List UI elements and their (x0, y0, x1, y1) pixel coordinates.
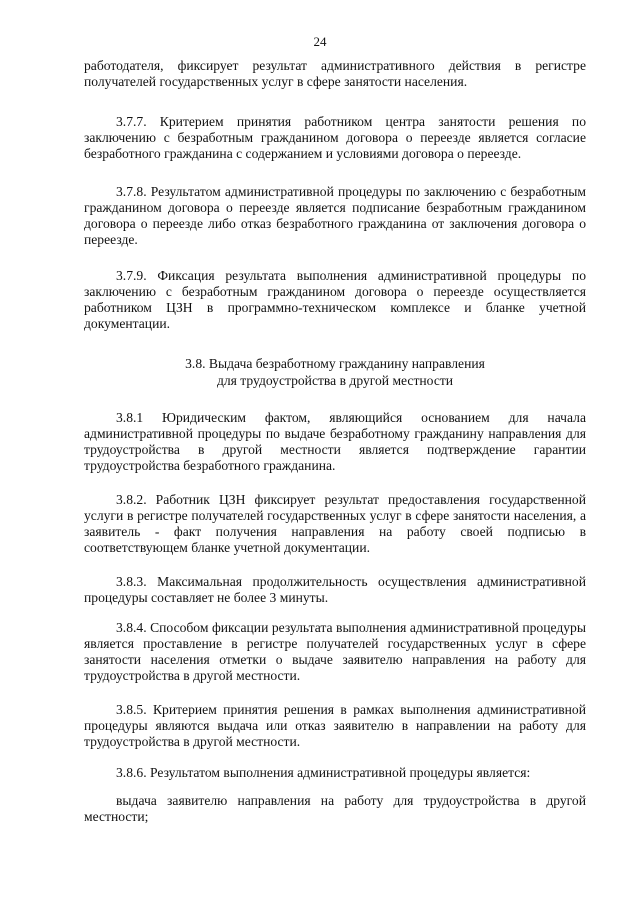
paragraph-issue-referral: выдача заявителю направления на работу для трудоустройства в другой местности; (84, 793, 586, 824)
section-heading-line-1: 3.8. Выдача безработному гражданину направления (185, 356, 485, 371)
paragraph-3-8-1: 3.8.1 Юридическим фактом, являющийся основанием для начала административной процедуры по выдаче безработному гражданину направления для трудоустройства в другой местности является подтверждение гарантии трудоустройства безработного гражданина. (84, 410, 586, 473)
paragraph-3-7-8: 3.7.8. Результатом административной процедуры по заключению с безработным гражданином договора о переезде является подписание безработным гражданином договора о переезде либо отказ безработного гражданина от заключения договора о переезде. (84, 184, 586, 247)
paragraph-3-7-9: 3.7.9. Фиксация результата выполнения административной процедуры по заключению с безработным гражданином договора о переезде осуществляется работником ЦЗН в программно-техническом комплексе и бланке учетной документации. (84, 268, 586, 331)
paragraph-intro: работодателя, фиксирует результат административного действия в регистре получателей государственных услуг в сфере занятости населения. (84, 58, 586, 89)
paragraph-3-8-4: 3.8.4. Способом фиксации результата выполнения административной процедуры является проставление в регистре получателей государственных услуг в сфере занятости населения отметки о выдаче заявителю направления на работу для трудоустройства в другой местности. (84, 620, 586, 683)
paragraph-3-7-7: 3.7.7. Критерием принятия работником центра занятости решения по заключению с безработным гражданином договора о переезде является согласие безработного гражданина с содержанием и условиями договора о переезде. (84, 114, 586, 161)
paragraph-3-8-5: 3.8.5. Критерием принятия решения в рамках выполнения административной процедуры являются выдача или отказ заявителю в направлении на работу для трудоустройства в другой местности. (84, 702, 586, 749)
paragraph-3-8-2: 3.8.2. Работник ЦЗН фиксирует результат предоставления государственной услуги в регистре получателей государственных услуг в сфере занятости населения, а заявитель - факт получения направления на работу своей подписью в соответствующем бланке учетной документации. (84, 492, 586, 555)
paragraph-3-8-6: 3.8.6. Результатом выполнения административной процедуры является: (116, 765, 531, 780)
paragraph-3-8-3: 3.8.3. Максимальная продолжительность осуществления административной процедуры составляет не более 3 минуты. (84, 574, 586, 605)
section-heading-line-2: для трудоустройства в другой местности (216, 373, 454, 388)
section-heading-3-8 (84, 355, 586, 389)
page-number: 24 (313, 34, 327, 49)
